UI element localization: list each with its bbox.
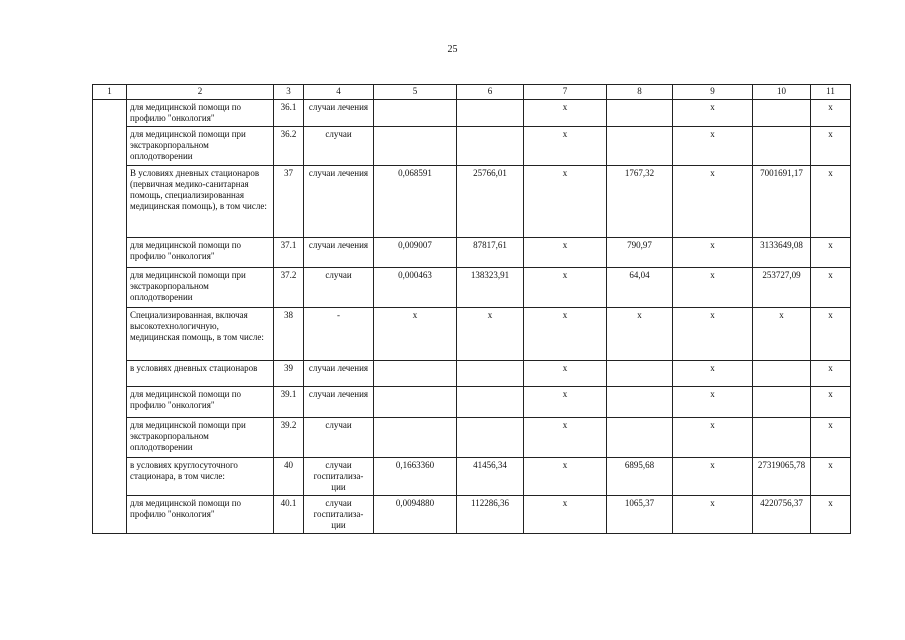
cell-col-7: х (524, 268, 607, 308)
cell-col-10 (753, 361, 811, 387)
page-number: 25 (447, 44, 458, 55)
cell-col-8 (607, 418, 673, 458)
cell-col-9: х (673, 100, 753, 127)
cell-col-9: х (673, 238, 753, 268)
cell-col-9: х (673, 308, 753, 361)
cell-col-5 (374, 418, 457, 458)
table-row (93, 166, 851, 238)
cell-col-8: 1065,37 (607, 496, 673, 534)
cell-col-8: 1767,32 (607, 166, 673, 238)
cell-col-10 (753, 100, 811, 127)
row-number: 39 (274, 361, 304, 387)
table-row (93, 100, 851, 127)
column-header: 4 (304, 85, 374, 100)
row-number: 36.1 (274, 100, 304, 127)
column-header: 10 (753, 85, 811, 100)
row-unit: случаи лечения (304, 166, 374, 238)
table-row (93, 496, 851, 534)
cell-col-6: 25766,01 (457, 166, 524, 238)
row-unit: случаи (304, 268, 374, 308)
cell-col-6: 138323,91 (457, 268, 524, 308)
row-unit: случаи лечения (304, 100, 374, 127)
cell-col-6: 41456,34 (457, 458, 524, 496)
cell-col-6: 112286,36 (457, 496, 524, 534)
row-unit: случаи (304, 127, 374, 166)
cell-col-7: х (524, 166, 607, 238)
cell-col-11: х (811, 308, 851, 361)
cell-col-5: 0,0094880 (374, 496, 457, 534)
cell-col-5: 0,068591 (374, 166, 457, 238)
cell-col-10: 4220756,37 (753, 496, 811, 534)
cell-col-6 (457, 100, 524, 127)
row-number: 37.1 (274, 238, 304, 268)
table-row (93, 458, 851, 496)
cell-col-11: х (811, 268, 851, 308)
row-text: Специализированная, включая высокотехнологичную, медицинская помощь, в том числе: (127, 308, 274, 361)
cell-col-11: х (811, 100, 851, 127)
cell-col-6: 87817,61 (457, 238, 524, 268)
cell-col-6 (457, 361, 524, 387)
cell-col-8 (607, 127, 673, 166)
row-number: 37 (274, 166, 304, 238)
cell-col-8: 790,97 (607, 238, 673, 268)
row-text: для медицинской помощи при экстракорпоральном оплодотворении (127, 418, 274, 458)
cell-col-9: х (673, 387, 753, 418)
cell-col-11: х (811, 458, 851, 496)
table-row (93, 418, 851, 458)
column-header: 6 (457, 85, 524, 100)
row-number: 40.1 (274, 496, 304, 534)
cell-col-9: х (673, 418, 753, 458)
cell-col-8: 6895,68 (607, 458, 673, 496)
row-number: 37.2 (274, 268, 304, 308)
row-unit: - (304, 308, 374, 361)
row-text: для медицинской помощи при экстракорпоральном оплодотворении (127, 127, 274, 166)
cell-col-11: х (811, 387, 851, 418)
cell-col-7: х (524, 238, 607, 268)
row-text: В условиях дневных стационаров (первичная медико-санитарная помощь, специализированная медицинская помощь), в том числе: (127, 166, 274, 238)
column-header: 3 (274, 85, 304, 100)
cell-col-11: х (811, 238, 851, 268)
cell-col-11: х (811, 127, 851, 166)
column-1-cell (93, 100, 127, 534)
row-unit: случаи (304, 418, 374, 458)
cell-col-6: х (457, 308, 524, 361)
cell-col-5 (374, 387, 457, 418)
cell-col-6 (457, 387, 524, 418)
row-text: в условиях дневных стационаров (127, 361, 274, 387)
cell-col-7: х (524, 496, 607, 534)
row-unit: случаи госпитализа-ции (304, 458, 374, 496)
cell-col-6 (457, 127, 524, 166)
cell-col-5 (374, 127, 457, 166)
cell-col-7: х (524, 361, 607, 387)
cell-col-9: х (673, 268, 753, 308)
cell-col-7: х (524, 100, 607, 127)
cell-col-7: х (524, 127, 607, 166)
table-row (93, 127, 851, 166)
table-row (93, 308, 851, 361)
cell-col-5: х (374, 308, 457, 361)
row-number: 39.2 (274, 418, 304, 458)
cell-col-10: 27319065,78 (753, 458, 811, 496)
cell-col-9: х (673, 361, 753, 387)
column-header: 2 (127, 85, 274, 100)
table-row (93, 387, 851, 418)
row-unit: случаи лечения (304, 361, 374, 387)
cell-col-11: х (811, 496, 851, 534)
row-number: 36.2 (274, 127, 304, 166)
table-row (93, 238, 851, 268)
row-text: для медицинской помощи при экстракорпоральном оплодотворении (127, 268, 274, 308)
cell-col-5 (374, 100, 457, 127)
cell-col-10 (753, 387, 811, 418)
row-text: для медицинской помощи по профилю "онкология" (127, 100, 274, 127)
cell-col-10: 253727,09 (753, 268, 811, 308)
cell-col-7: х (524, 418, 607, 458)
cell-col-7: х (524, 387, 607, 418)
cell-col-8: 64,04 (607, 268, 673, 308)
cell-col-7: х (524, 308, 607, 361)
table-row (93, 361, 851, 387)
row-number: 38 (274, 308, 304, 361)
row-unit: случаи лечения (304, 238, 374, 268)
data-table (92, 84, 851, 534)
row-unit: случаи лечения (304, 387, 374, 418)
column-header: 5 (374, 85, 457, 100)
cell-col-10: 7001691,17 (753, 166, 811, 238)
cell-col-5 (374, 361, 457, 387)
cell-col-11: х (811, 166, 851, 238)
cell-col-9: х (673, 496, 753, 534)
table-body (93, 100, 851, 534)
row-text: для медицинской помощи по профилю "онкология" (127, 387, 274, 418)
row-number: 40 (274, 458, 304, 496)
cell-col-11: х (811, 418, 851, 458)
cell-col-9: х (673, 458, 753, 496)
column-header: 11 (811, 85, 851, 100)
cell-col-6 (457, 418, 524, 458)
column-header: 9 (673, 85, 753, 100)
cell-col-10 (753, 127, 811, 166)
cell-col-8 (607, 361, 673, 387)
row-text: для медицинской помощи по профилю "онкология" (127, 496, 274, 534)
header-row (93, 85, 851, 100)
cell-col-8 (607, 387, 673, 418)
cell-col-5: 0,1663360 (374, 458, 457, 496)
column-header: 7 (524, 85, 607, 100)
cell-col-9: х (673, 127, 753, 166)
row-number: 39.1 (274, 387, 304, 418)
row-text: для медицинской помощи по профилю "онкология" (127, 238, 274, 268)
table-row (93, 268, 851, 308)
cell-col-8 (607, 100, 673, 127)
cell-col-11: х (811, 361, 851, 387)
cell-col-8: х (607, 308, 673, 361)
column-header: 8 (607, 85, 673, 100)
row-text: в условиях круглосуточного стационара, в том числе: (127, 458, 274, 496)
cell-col-7: х (524, 458, 607, 496)
cell-col-10: х (753, 308, 811, 361)
cell-col-5: 0,000463 (374, 268, 457, 308)
cell-col-10 (753, 418, 811, 458)
cell-col-10: 3133649,08 (753, 238, 811, 268)
column-header: 1 (93, 85, 127, 100)
cell-col-9: х (673, 166, 753, 238)
row-unit: случаи госпитализа-ции (304, 496, 374, 534)
cell-col-5: 0,009007 (374, 238, 457, 268)
